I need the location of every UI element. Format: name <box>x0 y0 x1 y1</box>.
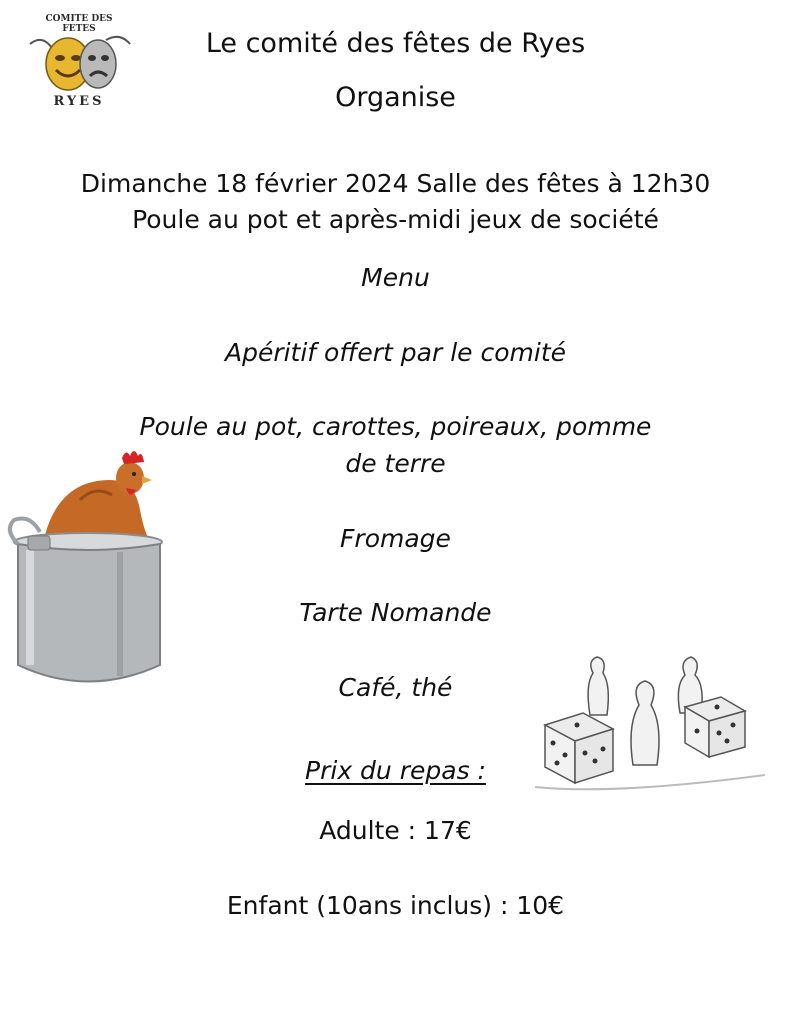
dice-and-pawns-icon <box>535 645 770 805</box>
logo-text-top: COMITE DES FETES <box>45 14 113 34</box>
price-adult: Adulte : 17€ <box>319 816 472 845</box>
event-description: Poule au pot et après-midi jeux de société <box>132 205 659 234</box>
menu-item: Apéritif offert par le comité <box>224 338 567 367</box>
menu-heading: Menu <box>361 263 430 292</box>
hen-in-pot-icon <box>0 440 170 700</box>
menu-item: de terre <box>345 449 446 478</box>
price-child: Enfant (10ans inclus) : 10€ <box>226 891 565 920</box>
menu-item: Café, thé <box>338 673 453 702</box>
page-title: Le comité des fêtes de Ryes <box>205 28 586 59</box>
logo-text-bottom: RYES <box>53 94 105 109</box>
page-subtitle: Organise <box>335 82 456 113</box>
menu-item: Fromage <box>340 524 451 553</box>
menu-item: Tarte Nomande <box>299 598 492 627</box>
menu-item: Poule au pot, carottes, poireaux, pomme <box>139 412 652 441</box>
price-heading-text: Prix du repas : <box>305 756 486 785</box>
event-date-location: Dimanche 18 février 2024 Salle des fêtes à 12h30 <box>80 169 711 198</box>
